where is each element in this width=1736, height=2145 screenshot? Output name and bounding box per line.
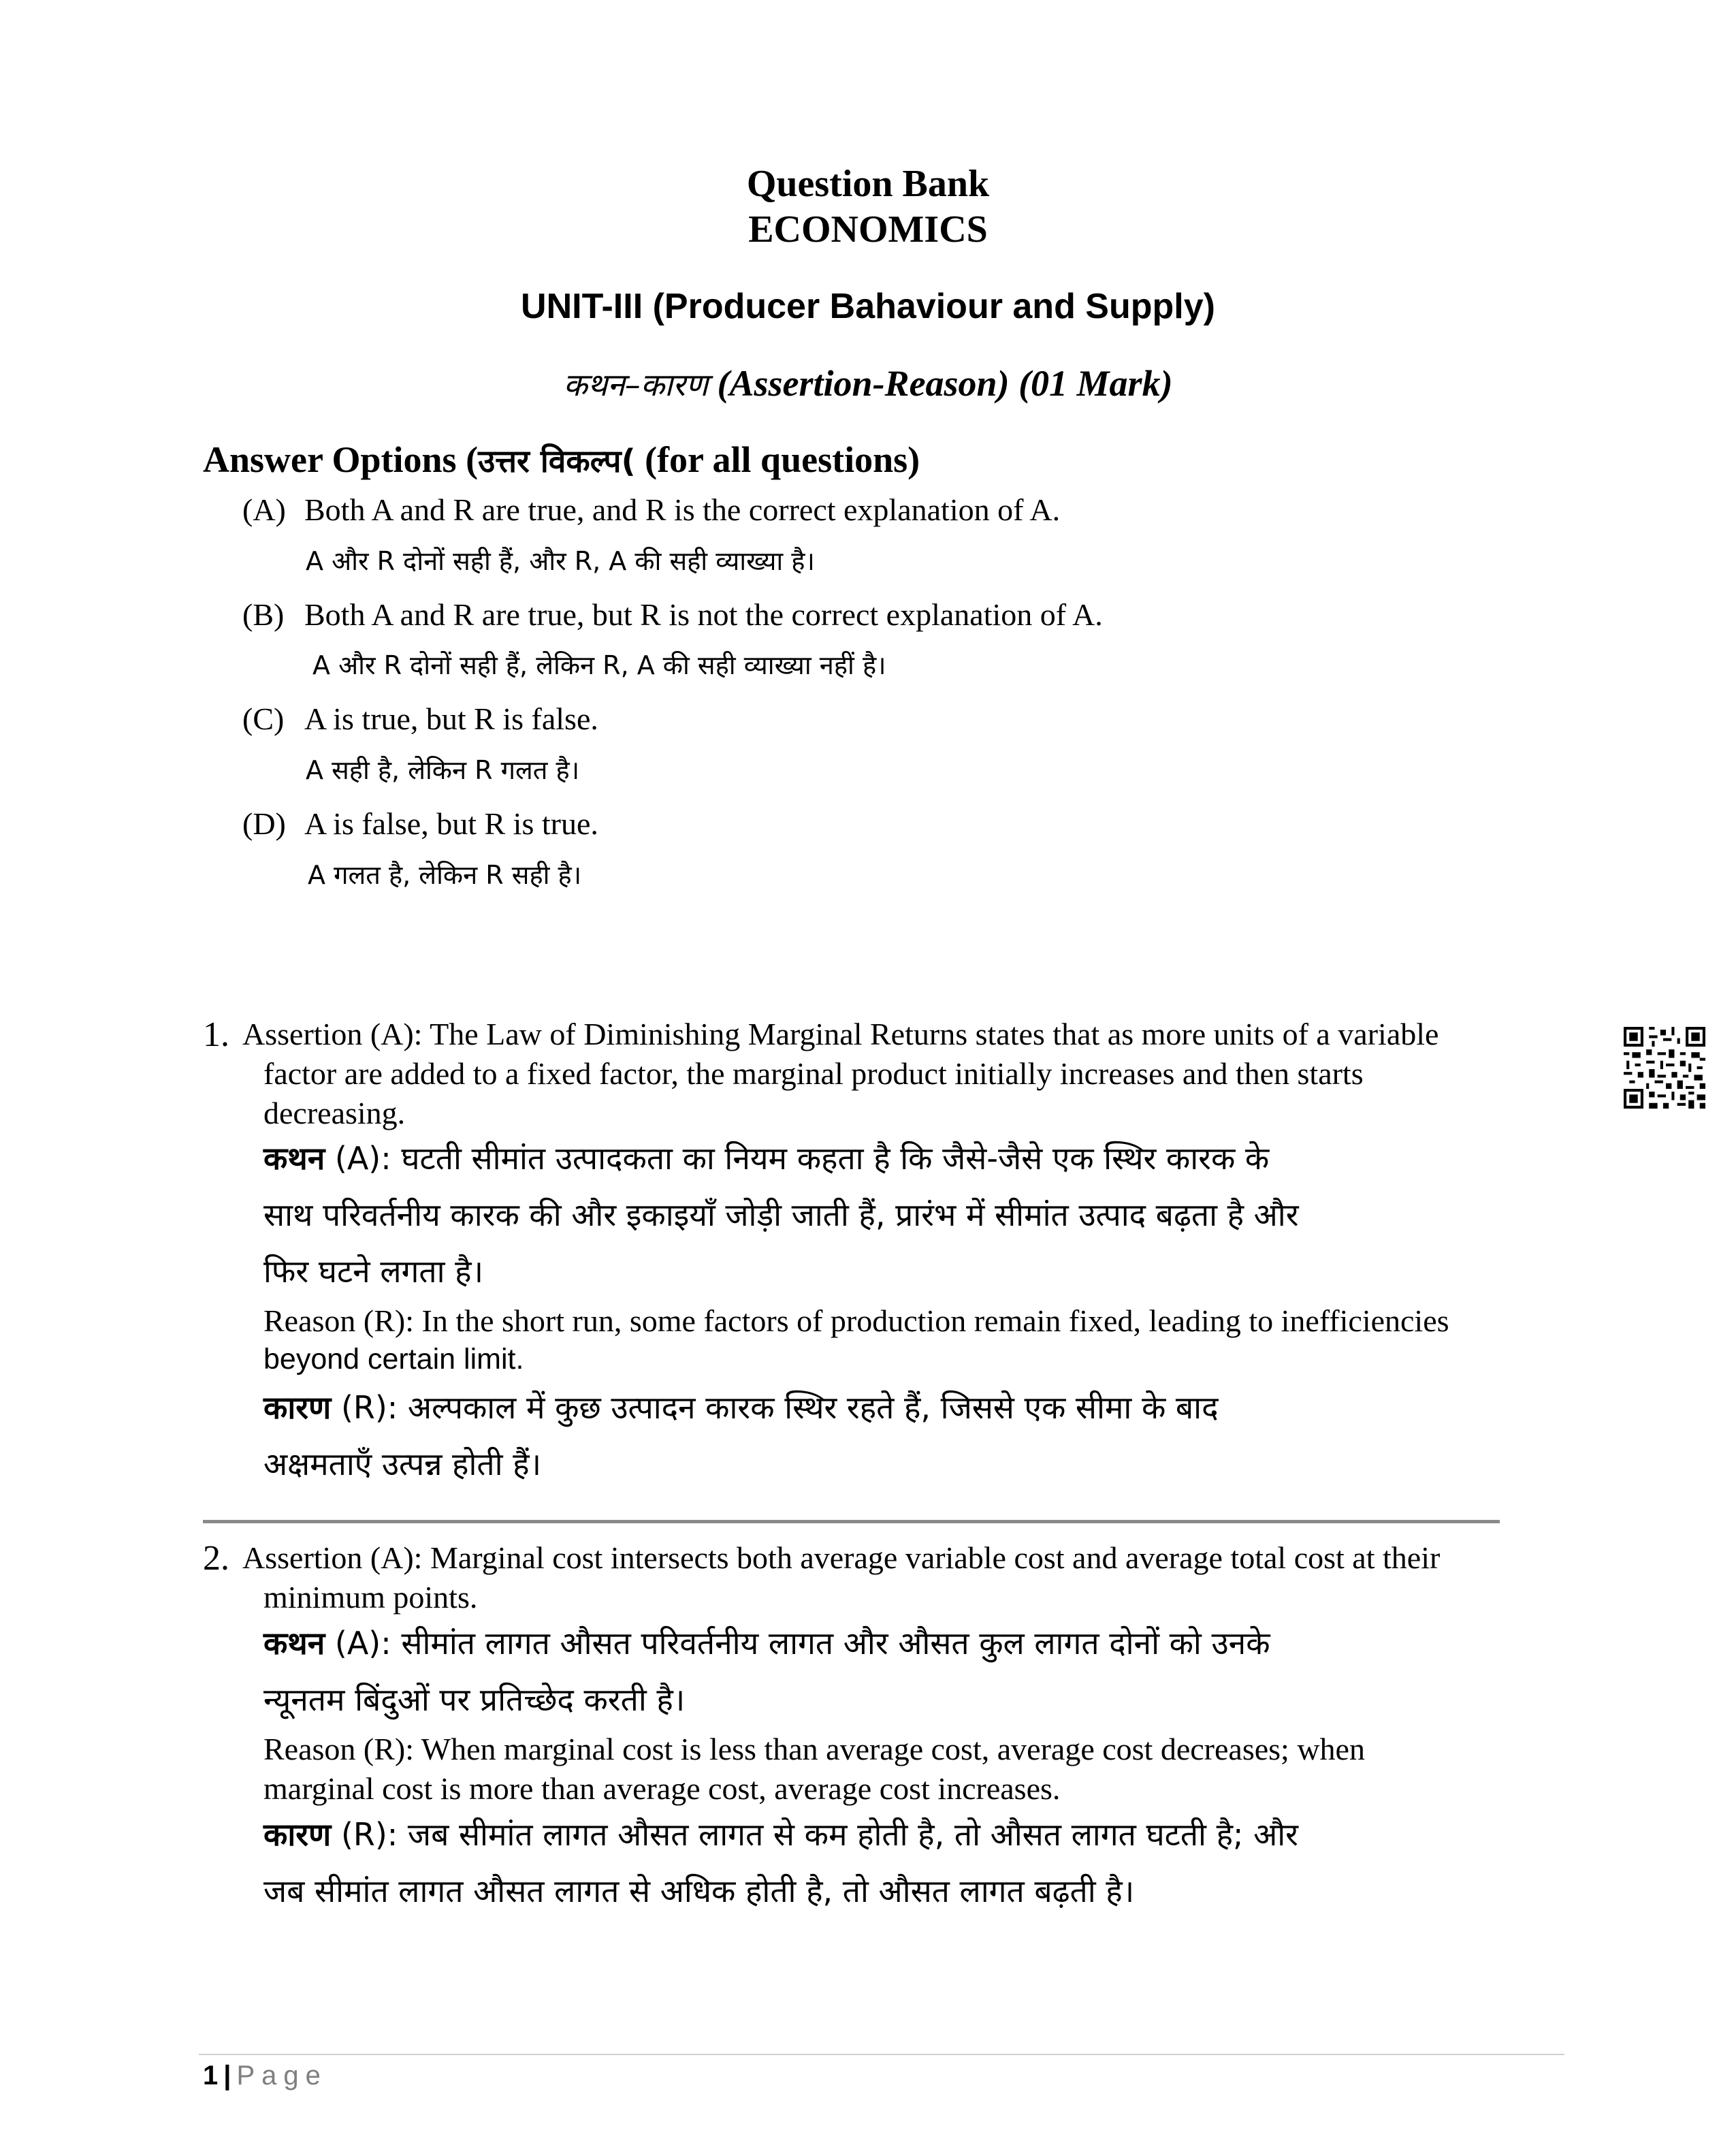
page-number: 1	[203, 2061, 219, 2091]
page-title: Question Bank	[746, 163, 990, 205]
question-2-assertion-hindi-label: कथन	[263, 1625, 325, 1662]
question-1-assertion-en-line-1: Assertion (A): The Law of Diminishing Marginal Returns states that as more units of a variable	[242, 1017, 1439, 1051]
qr-code-icon	[1624, 1027, 1705, 1109]
option-c-hindi: A सही है, लेकिन R गलत है।	[306, 755, 580, 785]
option-c-letter: (C)	[242, 701, 285, 736]
option-a-letter: (A)	[242, 492, 286, 527]
unit-heading: UNIT-III (Producer Bahaviour and Supply)	[521, 287, 1215, 326]
question-1-assertion-en-line-3: decreasing.	[263, 1096, 406, 1130]
question-2-number: 2.	[203, 1539, 229, 1578]
question-1-assertion-hindi-tag: (A):	[325, 1140, 391, 1177]
answer-options-heading	[203, 439, 920, 481]
question-2-reason-hindi-line-1	[263, 1807, 1298, 1863]
section-heading-english: (Assertion-Reason) (01 Mark)	[708, 363, 1173, 404]
question-2-assertion-hindi-text-1: सीमांत लागत औसत परिवर्तनीय लागत और औसत कुल लागत दोनों को उनके	[391, 1625, 1270, 1662]
question-2-assertion-hindi-line-1	[263, 1615, 1270, 1672]
option-d-letter: (D)	[242, 806, 286, 841]
question-1-reason-hindi-line-2: अक्षमताएँ उत्पन्न होती हैं।	[263, 1446, 542, 1482]
option-c-english: A is true, but R is false.	[304, 701, 598, 736]
question-2-reason-en-line-2: marginal cost is more than average cost, average cost increases.	[263, 1771, 1061, 1806]
question-2-reason-en-line-1: Reason (R): When marginal cost is less than average cost, average cost decreases; when	[263, 1732, 1365, 1766]
question-2-reason-hindi-text-1: जब सीमांत लागत औसत लागत से कम होती है, तो औसत लागत घटती है; और	[398, 1816, 1298, 1853]
question-2-assertion-hindi-line-2: न्यूनतम बिंदुओं पर प्रतिच्छेद करती है।	[263, 1681, 686, 1718]
question-1-assertion-hindi-line-1	[263, 1130, 1269, 1187]
question-2-assertion-en-line-1: Assertion (A): Marginal cost intersects both average variable cost and average total cost at their	[242, 1540, 1441, 1575]
answer-options-heading-en-1: Answer Options (	[203, 439, 479, 480]
question-1-assertion-hindi-line-2: साथ परिवर्तनीय कारक की और इकाइयाँ जोड़ी जाती हैं, प्रारंभ में सीमांत उत्पाद बढ़ता है और	[263, 1196, 1299, 1233]
footer-divider	[199, 2054, 1564, 2055]
question-2-reason-hindi-label: कारण	[263, 1816, 332, 1853]
option-a-english: Both A and R are true, and R is the correct explanation of A.	[304, 492, 1061, 527]
subject-title: ECONOMICS	[748, 208, 988, 251]
option-b-letter: (B)	[242, 597, 285, 632]
question-1-assertion-hindi-line-3: फिर घटने लगता है।	[263, 1253, 484, 1290]
question-1-reason-hindi-text-1: अल्पकाल में कुछ उत्पादन कारक स्थिर रहते हैं, जिससे एक सीमा के बाद	[398, 1389, 1219, 1426]
question-2-assertion-en-line-2: minimum points.	[263, 1580, 478, 1615]
option-d-english: A is false, but R is true.	[304, 806, 598, 841]
section-heading-hindi: कथन–कारण	[563, 366, 709, 403]
page-label: Page	[236, 2061, 327, 2091]
page-footer	[203, 2061, 327, 2091]
section-heading	[0, 362, 1736, 405]
page-separator: |	[223, 2061, 231, 2091]
question-1-assertion-hindi-label: कथन	[263, 1140, 325, 1177]
question-1-assertion-en-line-2: factor are added to a fixed factor, the marginal product initially increases and then starts	[263, 1056, 1364, 1091]
option-a-hindi: A और R दोनों सही हैं, और R, A की सही व्याख्या है।	[306, 546, 815, 576]
answer-options-heading-hindi: उत्तर विकल्प(	[478, 443, 636, 479]
question-divider	[203, 1520, 1500, 1523]
question-1-reason-hindi-label: कारण	[263, 1389, 332, 1426]
question-1-reason-hindi-tag: (R):	[331, 1389, 398, 1426]
question-1-reason-en-line-1: Reason (R): In the short run, some factors of production remain fixed, leading to inefficiencies	[263, 1303, 1449, 1338]
question-2-assertion-hindi-tag: (A):	[325, 1625, 391, 1662]
question-1-reason-en-line-2: beyond certain limit.	[263, 1343, 524, 1376]
question-2-reason-hindi-tag: (R):	[331, 1816, 398, 1853]
question-1-reason-hindi-line-1	[263, 1380, 1219, 1436]
option-d-hindi: A गलत है, लेकिन R सही है।	[308, 860, 582, 890]
option-b-hindi: A और R दोनों सही हैं, लेकिन R, A की सही व्याख्या नहीं है।	[312, 650, 886, 680]
question-1-number: 1.	[203, 1015, 229, 1054]
question-2-reason-hindi-line-2: जब सीमांत लागत औसत लागत से अधिक होती है, तो औसत लागत बढ़ती है।	[263, 1873, 1135, 1909]
answer-options-heading-en-2: (for all questions)	[635, 439, 920, 480]
question-1-assertion-hindi-text-1: घटती सीमांत उत्पादकता का नियम कहता है कि जैसे-जैसे एक स्थिर कारक के	[391, 1140, 1270, 1177]
option-b-english: Both A and R are true, but R is not the correct explanation of A.	[304, 597, 1103, 632]
